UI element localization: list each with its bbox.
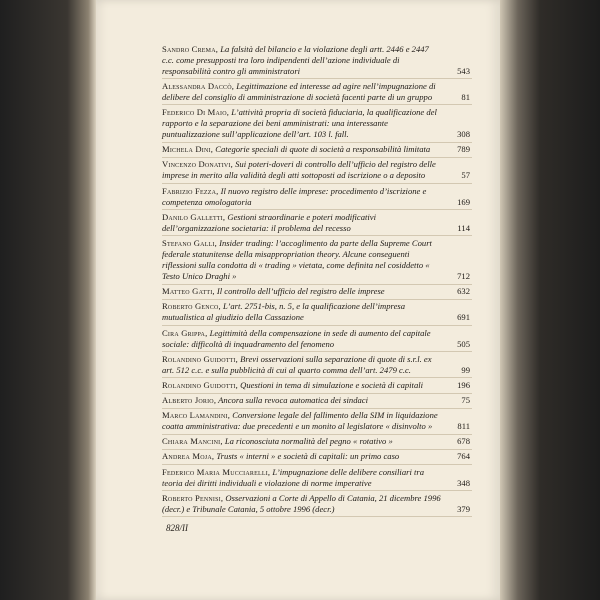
toc-page-number: 764 — [457, 451, 470, 462]
toc-author: Rolandino Guidotti, — [162, 379, 239, 390]
toc-entry — [162, 450, 472, 465]
toc-author: Michela Dini, — [162, 144, 214, 155]
toc-entry-text — [162, 436, 442, 447]
toc-title: Insider trading: l’accoglimento da parte della Supreme Court federale statunitense della misappropriation theory. Alcune conseguenti riflessioni sulla condotta di « trading » vietata, come definita nel cosiddetto « Testo Unico Draghi » — [162, 237, 432, 282]
toc-author: Andrea Moja, — [162, 451, 215, 462]
toc-title: Questioni in tema di simulazione e società di capitali — [238, 379, 424, 390]
toc-title: L’impugnazione delle delibere consiliari tra teoria dei diritti individuali e violazione di norme imperative — [162, 466, 425, 488]
toc-entry — [162, 210, 472, 236]
toc-title: Brevi osservazioni sulla separazione di quote di s.r.l. ex art. 512 c.c. e sulla pubblicità di cui al quarto comma dell’art. 2479 c.c. — [162, 353, 432, 375]
toc-entry-text — [162, 144, 442, 155]
toc-title: Ancora sulla revoca automatica dei sindaci — [216, 395, 368, 406]
toc-author: Stefano Galli, — [162, 237, 217, 248]
toc-page-number: 57 — [461, 170, 470, 181]
toc-author: Rolandino Guidotti, — [162, 353, 239, 364]
toc-entry — [162, 184, 472, 210]
toc-entry-text — [162, 186, 442, 208]
toc-entry — [162, 352, 472, 378]
toc-page-number: 505 — [457, 338, 470, 349]
toc-page-number: 712 — [457, 271, 470, 282]
toc-author: Roberto Genco, — [162, 301, 221, 312]
table-of-contents — [162, 42, 472, 517]
toc-page-number: 691 — [457, 312, 470, 323]
toc-page-number: 348 — [457, 477, 470, 488]
toc-page-number: 678 — [457, 436, 470, 447]
toc-entry-text — [162, 159, 442, 181]
toc-entry-text — [162, 238, 442, 282]
toc-author: Federico Di Maio, — [162, 106, 230, 117]
toc-page-number: 99 — [461, 364, 470, 375]
book-left-shadow — [0, 0, 96, 600]
toc-author: Alessandra Daccò, — [162, 80, 235, 91]
toc-title: Trusts « interni » e società di capitali: un primo caso — [214, 451, 400, 462]
toc-entry — [162, 79, 472, 105]
toc-entry-text — [162, 44, 442, 77]
toc-entry-text — [162, 354, 442, 376]
toc-title: Categorie speciali di quote di società a responsabilità limitata — [213, 144, 431, 155]
toc-page-number: 196 — [457, 379, 470, 390]
page-footer-number: 828/II — [166, 523, 188, 533]
toc-entry-text — [162, 212, 442, 234]
toc-entry — [162, 42, 472, 79]
toc-page-number: 811 — [457, 421, 470, 432]
toc-page-number: 632 — [457, 286, 470, 297]
toc-entry — [162, 465, 472, 491]
toc-entry-text — [162, 328, 442, 350]
toc-entry-text — [162, 410, 442, 432]
toc-entry-text — [162, 451, 442, 462]
toc-entry — [162, 143, 472, 158]
toc-title: La falsità del bilancio e la violazione degli artt. 2446 e 2447 c.c. come presupposti tra loro indipendenti dell’azione individuale di responsabilità contro gli amministratori — [162, 43, 429, 76]
toc-page-number: 379 — [457, 503, 470, 514]
toc-title: Gestioni straordinarie e poteri modificativi dell’organizzazione societaria: il problema del recesso — [162, 211, 377, 233]
toc-title: Sui poteri-doveri di controllo dell’ufficio del registro delle imprese in merito alla validità degli atti sottoposti ad iscrizione o a deposito — [162, 159, 436, 181]
toc-author: Chiara Mancini, — [162, 436, 223, 447]
toc-entry — [162, 326, 472, 352]
toc-entry-text — [162, 380, 442, 391]
toc-entry — [162, 236, 472, 284]
toc-entry — [162, 158, 472, 184]
toc-author: Vincenzo Donativi, — [162, 159, 233, 170]
book-right-shadow — [500, 0, 600, 600]
toc-title: Osservazioni a Corte di Appello di Catania, 21 dicembre 1996 (decr.) e Tribunale Catania, 5 ottobre 1996 (decr.) — [162, 492, 441, 514]
toc-entry-text — [162, 467, 442, 489]
toc-title: L’art. 2751-bis, n. 5, e la qualificazione dell’impresa mutualistica al giudizio della Cassazione — [162, 301, 406, 323]
toc-page-number: 308 — [457, 129, 470, 140]
toc-entry — [162, 409, 472, 435]
toc-entry-text — [162, 286, 442, 297]
toc-title: Legittimazione ed interesse ad agire nell’impugnazione di delibere del consiglio di amministrazione di società facenti parte di un gruppo — [162, 80, 436, 102]
toc-author: Fabrizio Fezza, — [162, 185, 219, 196]
toc-page-number: 789 — [457, 144, 470, 155]
toc-entry — [162, 491, 472, 517]
toc-author: Cira Grippa, — [162, 327, 208, 338]
toc-entry-text — [162, 493, 442, 515]
toc-entry — [162, 105, 472, 142]
toc-author: Roberto Pennisi, — [162, 492, 224, 503]
toc-entry — [162, 435, 472, 450]
toc-author: Sandro Crema, — [162, 43, 219, 54]
toc-page-number: 75 — [461, 395, 470, 406]
toc-entry — [162, 300, 472, 326]
toc-author: Alberto Jorio, — [162, 395, 217, 406]
toc-author: Matteo Gatti, — [162, 286, 215, 297]
toc-entry — [162, 394, 472, 409]
toc-author: Danilo Galletti, — [162, 211, 226, 222]
toc-title: La riconosciuta normalità del pegno « rotativo » — [222, 436, 393, 447]
toc-page-number: 114 — [457, 222, 470, 233]
toc-page-number: 543 — [457, 65, 470, 76]
toc-entry-text — [162, 107, 442, 140]
toc-title: Il nuovo registro delle imprese: procedimento d’iscrizione e competenza omologatoria — [162, 185, 427, 207]
toc-entry — [162, 285, 472, 300]
toc-entry-text — [162, 395, 442, 406]
toc-author: Marco Lamandini, — [162, 410, 231, 421]
toc-entry-text — [162, 81, 442, 103]
toc-page-number: 169 — [457, 196, 470, 207]
toc-entry — [162, 378, 472, 393]
toc-title: L’attività propria di società fiduciaria, la qualificazione del rapporto e la separazione dei beni amministrati: una interessante puntualizzazione sull’applicazione dell’art. 103 l. fall. — [162, 106, 437, 140]
toc-author: Federico Maria Mucciarelli, — [162, 466, 271, 477]
toc-page-number: 81 — [461, 91, 470, 102]
toc-title: Legittimità della compensazione in sede di aumento del capitale sociale: difficoltà di inquadramento del fenomeno — [162, 327, 431, 349]
toc-entry-text — [162, 301, 442, 323]
toc-title: Conversione legale del fallimento della SIM in liquidazione coatta amministrativa: due precedenti e un monito al legislatore « disinvolto » — [162, 410, 438, 432]
toc-title: Il controllo dell’ufficio del registro delle imprese — [214, 286, 385, 297]
